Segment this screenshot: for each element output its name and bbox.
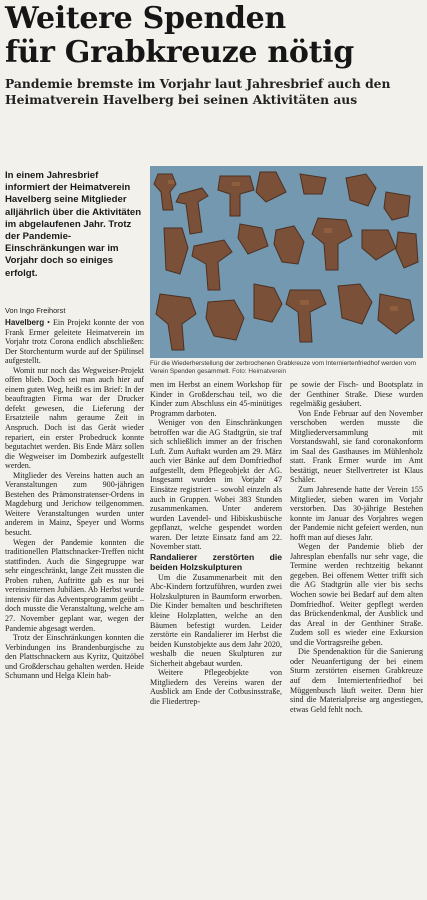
body-paragraph: pe sowie der Fisch- und Bootsplatz in der Genthiner Straße. Diese wurden regelmäßig gesäubert.: [290, 380, 423, 409]
article-headline: Weitere Spenden für Grabkreuze nötig: [5, 1, 354, 70]
article-column-3: [290, 380, 423, 714]
broken-iron-crosses-image: [150, 166, 423, 358]
body-paragraph: men im Herbst an einem Workshop für Kinder in Großderschau teil, wo die Kinder zum Abschluss ein 45-minütiges Programm darboten.: [150, 380, 282, 418]
photo-caption-text: Für die Wiederherstellung der zerbrochenen Grabkreuze vom Interniertenfriedhof werden vom Verein Spenden gesammelt.: [150, 360, 417, 375]
body-paragraph: Womit nur noch das Wegweiser-Projekt offen blieb. Doch sei man auch hier auf einem guten Weg, heißt es im Brief: In der beauftragten Firma war der Drucker defekt gewesen, die Lieferung der Ersatzteile nahm geraume Zeit in Anspruch. Doch ist das Gerät wieder repariert, ein erster Probedruck konnte begutachtet werden. Bis Ende März sollen die Wegweiser im Dombezirk aufgestellt werden.: [5, 365, 144, 471]
body-paragraph: Von Ende Februar auf den November verschoben werden musste die Mitgliederversammlung mit Vorstandswahl, sie fand coronakonform im Saal des Gasthauses im Mühlenholz statt. Frank Ermer wurde im Amt bestätigt, neuer Stellvertreter ist Klaus Schäler.: [290, 408, 423, 485]
body-paragraph: Wegen der Pandemie konnten die traditionellen Plattschnacker-Treffen nicht stattfinden. Auch die Singegruppe war sehr eingeschränkt, lange Zeit mussten die Proben ruhen, Auftritte gab es nur bei vereinsinternen Jubiläen. Ab Herbst wurde intensiv für das Adventsprogramm geübt – doch musste die Veranstaltung, welche am 27. November geplant war, wegen der Pandemie abgesagt werden.: [5, 537, 144, 633]
photo-credit: Foto: Heimatverein: [232, 368, 287, 375]
body-paragraph: Um die Zusammenarbeit mit den Abc-Kindern fortzuführen, wurden zwei Holzskulpturen in Baumform erworben. Die Kinder bemalten und beschrifteten kleine Holzplatten, welche an den Bäumen befestigt wurden. Leider zerstörte ein Randalierer im Herbst die beiden Kunstobjekte aus dem Jahr 2020, weshalb die neuen Skulpturen zur Sicherheit abgebaut wurden.: [150, 572, 282, 668]
article-column-1: [5, 318, 144, 681]
body-paragraph: Trotz der Einschränkungen konnten die Verbindungen ins Brandenburgische zu den Plattschnackern aus Kyritz, Quitzöbel und Großderschau gehalten werden. Heide Schumann und Helga Klein hab-: [5, 633, 144, 681]
body-paragraph: Die Spendenaktion für die Sanierung oder Neuanfertigung der bei einem Sturm zerstörten eisernen Grabkreuze auf dem Interniertenfriedhof bei Müggenbusch läuft weiter. Denn hier sind die Materialpreise arg angestiegen, etwas Geld fehlt noch.: [290, 647, 423, 714]
grave-crosses-photo: [150, 166, 423, 358]
body-paragraph: Weitere Pflegeobjekte von Mitgliedern des Vereins waren der Ausblick am Ende der Cotbusinsstraße, die Fliedertrep-: [150, 668, 282, 706]
dateline-place: Havelberg: [5, 318, 45, 327]
dateline-bullet: •: [47, 318, 50, 327]
first-paragraph: Ein Projekt konnte der von Frank Ermer geleitete Heimatverein im Vorjahr trotz Corona endlich abschließen: Der Storchenturm wurde auf der Spülinsel aufgestellt.: [5, 318, 144, 366]
article-lead: In einem Jahresbrief informiert der Heimatverein Havelberg seine Mitglieder alljährlich über die Aktivitäten im abgelaufenen Jahr. Trotz der Pandemie-Einschränkungen war im Vorjahr doch so einiges erfolgt.: [5, 170, 142, 279]
body-paragraph: Mitglieder des Vereins hatten auch an Veranstaltungen zum 900-jährigen Bestehen des Prämonstratenser-Ordens in Magdeburg und Jerichow teilgenommen. Weitere Veranstaltungen wurden unter anderem in Mainz, Speyer und Worms besucht.: [5, 470, 144, 538]
photo-caption: [150, 360, 423, 376]
article-author: Von Ingo Freihorst: [5, 306, 66, 315]
section-subheading: Randalierer zerstörten die beiden Holzskulpturen: [150, 551, 282, 573]
body-paragraph: Weniger von den Einschränkungen betroffen war die AG Stadtgrün, sie traf sich schließlich immer an der frischen Luft. Zum Auftakt wurden am 29. März auch vier Bänke auf dem Domfriedhof aufgestellt, dem Pflegeobjekt der AG. Insgesamt wurden im Vorjahr 47 Einsätze registriert – sowohl einzeln als auch in Gruppen. Wobei 383 Stunden zusammenkamen. Unter anderem wurden Lavendel- und Hibiskusbüsche gepflanzt, welche gespendet worden waren. Der letzte Einsatz fand am 22. November statt.: [150, 418, 282, 552]
body-paragraph: Wegen der Pandemie blieb der Jahresplan ebenfalls nur sehr vage, die Termine werden rechtzeitig bekannt gegeben. Bei offenem Wetter trifft sich die AG Stadtgrün alle vier bis sechs Wochen sowie bei Bedarf auf dem alten Domfriedhof. Weiter gepflegt werden das Brückendenkmal, der Ausblick und das Areal in der Genthiner Straße. Zudem soll es wieder eine Exkursion und die Vortragsreihe geben.: [290, 542, 423, 647]
article-column-2: [150, 380, 282, 707]
dateline-paragraph: [5, 318, 144, 366]
article-subheadline: Pandemie bremste im Vorjahr laut Jahresbrief auch den Heimatverein Havelberg bei seinen Aktivitäten aus: [5, 76, 391, 107]
body-paragraph: Zum Jahresende hatte der Verein 155 Mitglieder, sieben waren im Vorjahr verstorben. Das 30-jährige Bestehen konnte im Januar des Vorjahres wegen der Pandemie nicht gefeiert werden, nun hofft man auf dieses Jahr.: [290, 485, 423, 542]
